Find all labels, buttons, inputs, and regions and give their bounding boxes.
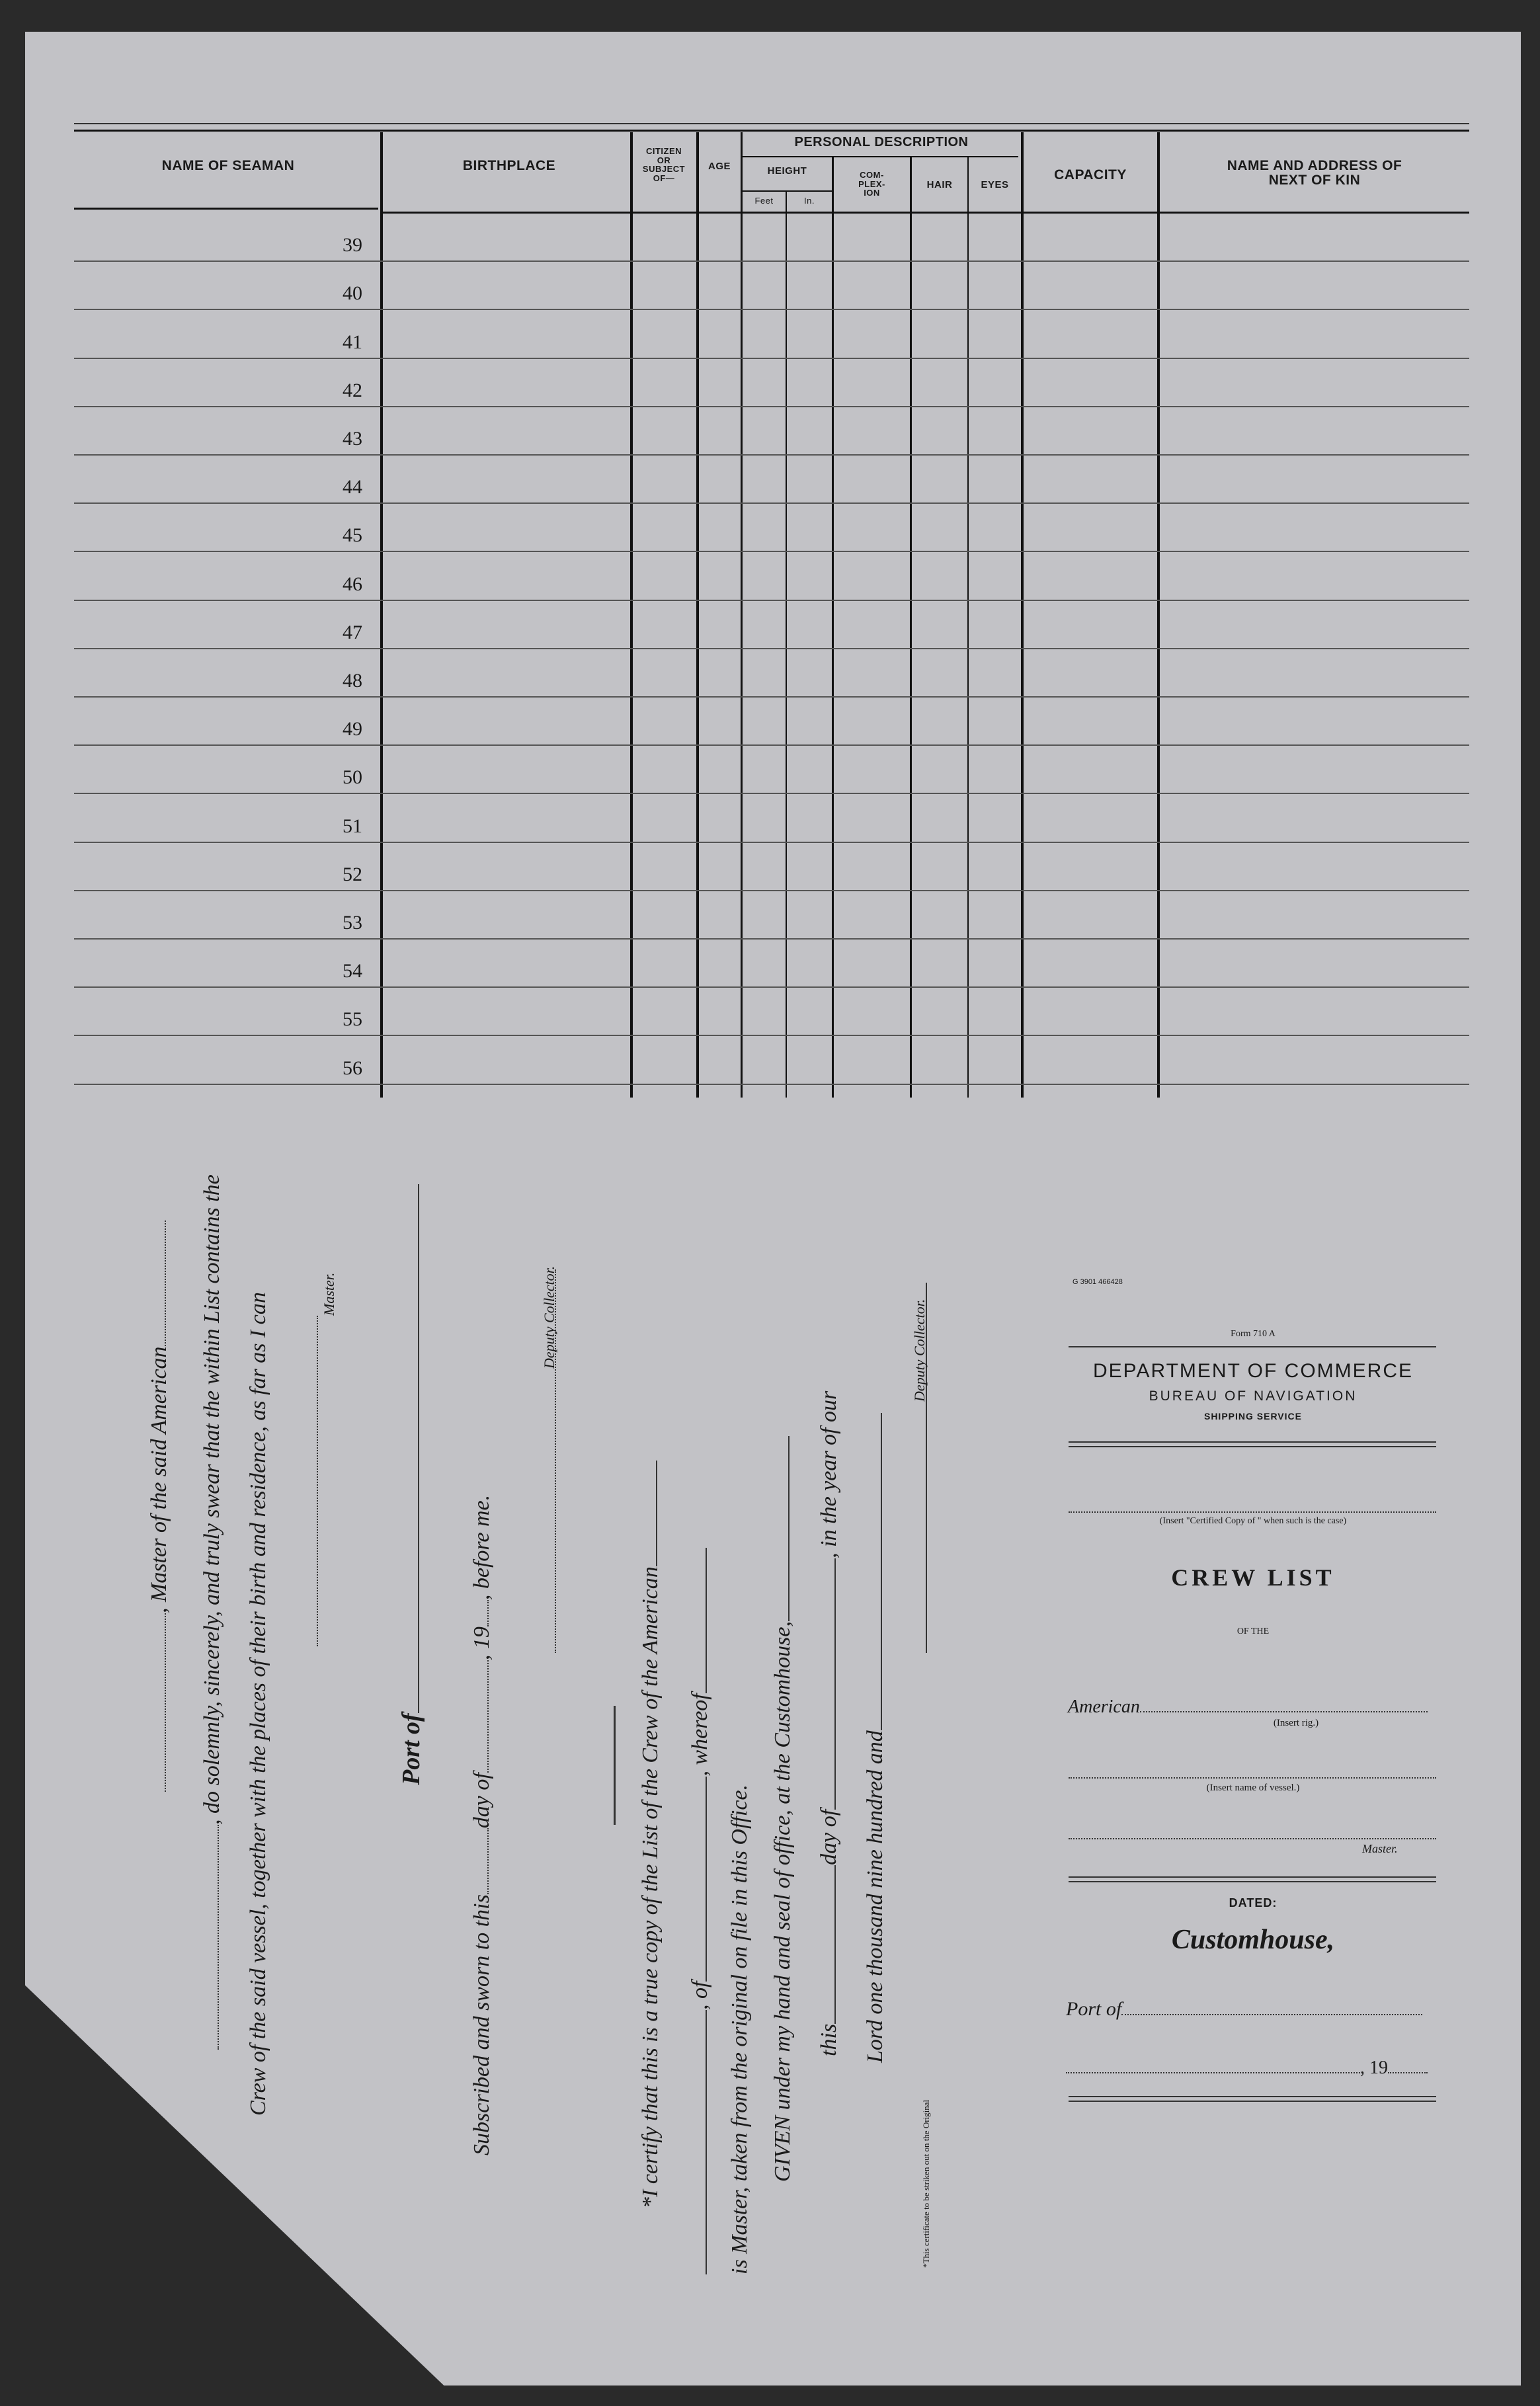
header-height: HEIGHT xyxy=(767,165,807,177)
certify-line-4 xyxy=(770,1436,795,2182)
sworn-port-blank[interactable] xyxy=(418,1184,419,1713)
certify-line-6 xyxy=(863,1413,888,2063)
certify-footnote: *This certificate to be striken out on the Original xyxy=(921,2099,931,2268)
header-complexion-line: PLEX- xyxy=(858,179,885,189)
certify-line-5 xyxy=(817,1391,842,2056)
american-label xyxy=(1068,1697,1428,1718)
header-hair: HAIR xyxy=(926,179,953,190)
header-citizen-line: OF— xyxy=(653,173,675,183)
header-complexion-line: COM- xyxy=(860,170,884,180)
table-row xyxy=(74,648,1469,649)
divider-rule xyxy=(596,1706,622,1825)
personal-subrule xyxy=(741,156,1018,157)
cover-rule-3 xyxy=(1069,1446,1436,1447)
height-subrule xyxy=(741,190,833,192)
row-number: 46 xyxy=(343,573,362,595)
certify-line-1-text: *I certify that this is a true copy of the List of the Crew of the American xyxy=(638,1566,663,2208)
table-top-rule xyxy=(74,123,1469,124)
col-rule-8 xyxy=(967,157,969,1098)
table-row xyxy=(74,938,1469,940)
certify-customhouse-blank[interactable] xyxy=(788,1436,790,1621)
row-number: 39 xyxy=(343,234,362,257)
date-line xyxy=(1066,2058,1428,2079)
sworn-before-label: , before me. xyxy=(469,1494,494,1601)
header-citizen-line: SUBJECT xyxy=(642,164,686,175)
row-number: 55 xyxy=(343,1008,362,1031)
header-citizen-line: OR xyxy=(657,155,671,165)
certify-line-1 xyxy=(638,1461,663,2208)
certify-vessel-blank[interactable] xyxy=(656,1461,657,1566)
table-top-rule-2 xyxy=(74,130,1469,132)
table-row xyxy=(74,454,1469,456)
cover-rule-6 xyxy=(1069,2096,1436,2097)
row-number: 40 xyxy=(343,282,362,305)
certified-copy-blank[interactable] xyxy=(1069,1511,1436,1513)
certify-vessel-name-blank[interactable] xyxy=(706,2010,707,2274)
deputy-label-2: Deputy Collector. xyxy=(911,1299,928,1402)
table-row xyxy=(74,696,1469,698)
certify-line-6-text: Lord one thousand nine hundred and xyxy=(863,1730,887,2063)
header-birthplace: BIRTHPLACE xyxy=(462,158,556,173)
table-row xyxy=(74,793,1469,794)
sworn-month-blank[interactable] xyxy=(487,1660,489,1773)
oath-signature-blank[interactable] xyxy=(218,1825,219,2050)
american-text: American xyxy=(1068,1697,1140,1717)
insert-rig-note: (Insert rig.) xyxy=(1273,1718,1319,1728)
form-number: Form 710 A xyxy=(1231,1329,1276,1339)
row-number: 53 xyxy=(343,912,362,934)
master-name-blank[interactable] xyxy=(1069,1838,1436,1839)
certify-year-blank[interactable] xyxy=(881,1413,882,1730)
header-citizen xyxy=(631,147,696,183)
deputy-label-1: Deputy Collector. xyxy=(541,1265,557,1369)
oath-line-1-text: , Master of the said American xyxy=(147,1346,171,1613)
port-of-line xyxy=(1066,1998,1422,2021)
insert-certified-note: (Insert "Certified Copy of " when such is the case) xyxy=(1159,1516,1347,1526)
table-row xyxy=(74,358,1469,359)
row-number: 52 xyxy=(343,863,362,885)
row-number: 49 xyxy=(343,718,362,741)
of-the-label: OF THE xyxy=(1236,1626,1270,1636)
port-of-blank[interactable] xyxy=(1121,2014,1422,2015)
oath-master-label: Master. xyxy=(321,1272,337,1316)
table-row xyxy=(74,744,1469,746)
header-citizen-line: CITIZEN xyxy=(645,146,682,156)
row-number: 56 xyxy=(343,1057,362,1079)
table-row xyxy=(74,502,1469,504)
service-title: SHIPPING SERVICE xyxy=(1203,1411,1302,1422)
sworn-line-text: Subscribed and sworn to this xyxy=(469,1894,494,2155)
certify-master-blank[interactable] xyxy=(706,1548,707,1693)
certify-whereof-label: , whereof xyxy=(688,1693,712,1777)
date-blank[interactable] xyxy=(1066,2072,1360,2073)
print-code: G 3901 466428 xyxy=(1073,1278,1123,1286)
sworn-year-label: , 19 xyxy=(469,1626,494,1661)
col-rule-9 xyxy=(1021,132,1024,1098)
row-number: 48 xyxy=(343,670,362,692)
certify-month-blank[interactable] xyxy=(834,1558,836,1810)
table-row xyxy=(74,986,1469,988)
table-row xyxy=(74,309,1469,310)
table-row xyxy=(74,1084,1469,1085)
row-number: 50 xyxy=(343,766,362,789)
bureau-title: BUREAU OF NAVIGATION xyxy=(1149,1388,1358,1404)
certify-line-4-text: GIVEN under my hand and seal of office, at the Customhouse, xyxy=(770,1621,795,2182)
col-rule-6 xyxy=(832,157,834,1098)
master-label: Master. xyxy=(1362,1842,1398,1855)
customhouse-title: Customhouse, xyxy=(1171,1925,1335,1955)
row-number: 54 xyxy=(343,960,362,982)
table-row xyxy=(74,261,1469,262)
oath-line-3 xyxy=(246,1292,271,2116)
row-number: 43 xyxy=(343,428,362,450)
row-number: 42 xyxy=(343,379,362,401)
col-rule-4 xyxy=(741,132,743,1098)
table-row xyxy=(74,1035,1469,1036)
col-rule-1 xyxy=(380,132,383,1098)
cover-rule-5 xyxy=(1069,1881,1436,1882)
col-rule-2 xyxy=(630,132,633,1098)
certify-yearof-label: , in the year of our xyxy=(817,1390,841,1558)
row-number: 41 xyxy=(343,331,362,353)
row-number: 44 xyxy=(343,476,362,499)
sworn-line xyxy=(469,1495,495,2155)
table-row xyxy=(74,551,1469,552)
header-complexion xyxy=(834,171,910,198)
col-rule-5 xyxy=(786,192,787,1098)
table-row xyxy=(74,842,1469,843)
header-personal-description: PERSONAL DESCRIPTION xyxy=(794,135,969,149)
header-eyes: EYES xyxy=(981,179,1009,190)
oath-master-line xyxy=(299,1316,324,1646)
header-capacity: CAPACITY xyxy=(1054,167,1127,182)
header-rule-name xyxy=(74,208,378,210)
row-number: 47 xyxy=(343,621,362,643)
certify-line-2 xyxy=(688,1548,713,2274)
header-inches: In. xyxy=(804,196,815,206)
cover-rule-2 xyxy=(1069,1441,1436,1443)
oath-line-2 xyxy=(200,1174,225,2050)
sworn-port-label: Port of xyxy=(397,1713,425,1785)
col-rule-3 xyxy=(696,132,699,1098)
header-next-of-kin xyxy=(1160,159,1469,188)
crew-list-title: CREW LIST xyxy=(1171,1564,1335,1591)
certify-port-blank[interactable] xyxy=(706,1777,707,1982)
oath-line-2-text: , do solemnly, sincerely, and truly swear that the within List contains the xyxy=(200,1174,224,1825)
header-age: AGE xyxy=(708,161,731,172)
master-signature-blank[interactable] xyxy=(317,1316,318,1646)
certify-this-label: this xyxy=(817,2023,841,2056)
table-row xyxy=(74,406,1469,407)
certify-of-label: , of xyxy=(688,1981,712,2010)
oath-line-1 xyxy=(147,1221,172,1792)
header-complexion-line: ION xyxy=(864,188,880,198)
sworn-day-blank[interactable] xyxy=(487,1828,489,1894)
vessel-name-blank[interactable] xyxy=(1069,1777,1436,1779)
department-title: DEPARTMENT OF COMMERCE xyxy=(1092,1360,1414,1382)
certify-dayof-label: day of xyxy=(817,1809,841,1865)
sworn-day-label: day of xyxy=(469,1773,494,1829)
divider-rule-line xyxy=(614,1706,616,1825)
header-name-of-seaman: NAME OF SEAMAN xyxy=(161,158,295,173)
year-label: , 19 xyxy=(1360,2058,1388,2078)
header-feet: Feet xyxy=(754,196,774,206)
dated-label: DATED: xyxy=(1229,1896,1277,1909)
year-blank[interactable] xyxy=(1388,2072,1428,2073)
rig-blank[interactable] xyxy=(1140,1711,1428,1712)
row-number: 45 xyxy=(343,524,362,547)
sworn-year-blank[interactable] xyxy=(487,1600,489,1626)
header-rule xyxy=(380,212,1469,214)
insert-vessel-note: (Insert name of vessel.) xyxy=(1206,1783,1300,1793)
oath-vessel-blank[interactable] xyxy=(165,1221,166,1346)
sworn-port xyxy=(397,1184,426,1785)
oath-name-blank[interactable] xyxy=(165,1613,166,1792)
table-row xyxy=(74,600,1469,601)
certify-line-3 xyxy=(727,1784,752,2274)
row-number: 51 xyxy=(343,815,362,837)
certify-day-blank[interactable] xyxy=(834,1865,836,2024)
port-of-label: Port of xyxy=(1066,1998,1122,2020)
oath-line-3-text: Crew of the said vessel, together with the places of their birth and residence, as far as I can xyxy=(246,1292,270,2116)
cover-rule-4 xyxy=(1069,1876,1436,1878)
cover-rule-7 xyxy=(1069,2101,1436,2102)
col-rule-10 xyxy=(1157,132,1160,1098)
header-kin-line: NEXT OF KIN xyxy=(1268,173,1361,188)
certify-line-3-text: is Master, taken from the original on file in this Office. xyxy=(727,1784,752,2274)
col-rule-7 xyxy=(910,157,912,1098)
table-row xyxy=(74,890,1469,891)
header-kin-line: NAME AND ADDRESS OF xyxy=(1227,158,1402,173)
cover-rule-1 xyxy=(1069,1346,1436,1347)
